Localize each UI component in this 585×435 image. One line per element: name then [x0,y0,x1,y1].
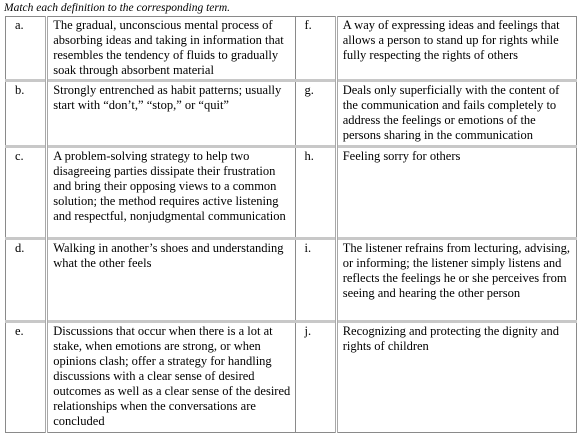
term-letter-j: j. [295,322,336,433]
term-letter-g: g. [295,81,336,147]
definition-i: The listener refrains from lecturing, advising, or informing; the listener simply listens and reflects the feelings he or she perceives from seeing and hearing the other person [336,239,576,322]
definition-j: Recognizing and protecting the dignity and rights of children [336,322,576,433]
table-row [6,17,577,81]
term-letter-a: a. [6,17,47,81]
definition-b: Strongly entrenched as habit patterns; usually start with “don’t,” “stop,” or “quit” [47,81,295,147]
term-letter-d: d. [6,239,47,322]
term-letter-e: e. [6,322,47,433]
definition-g: Deals only superficially with the content of the communication and fails completely to address the feelings or emotions of the persons sharing in the communication [336,81,576,147]
term-letter-i: i. [295,239,336,322]
term-letter-f: f. [295,17,336,81]
term-letter-b: b. [6,81,47,147]
table-row [6,81,577,147]
definition-c: A problem-solving strategy to help two disagreeing parties dissipate their frustration and bring their opposing views to a common solution; the method requires active listening and respectful, nonjudgmental communication [47,147,295,239]
definition-d: Walking in another’s shoes and understanding what the other feels [47,239,295,322]
table-row [6,239,577,322]
table-row [6,322,577,433]
definition-h: Feeling sorry for others [336,147,576,239]
definition-f: A way of expressing ideas and feelings that allows a person to stand up for rights while fully respecting the rights of others [336,17,576,81]
definition-a: The gradual, unconscious mental process of absorbing ideas and taking in information that resembles the tendency of fluids to gradually soak through absorbent material [47,17,295,81]
table-row [6,147,577,239]
instructions: Match each definition to the corresponding term. [4,2,231,14]
term-letter-h: h. [295,147,336,239]
matching-table [5,16,577,433]
term-letter-c: c. [6,147,47,239]
definition-e: Discussions that occur when there is a lot at stake, when emotions are strong, or when opinions clash; offer a strategy for handling discussions with a clear sense of desired outcomes as well as a clear sense of the desired relationships when the conversations are concluded [47,322,295,433]
